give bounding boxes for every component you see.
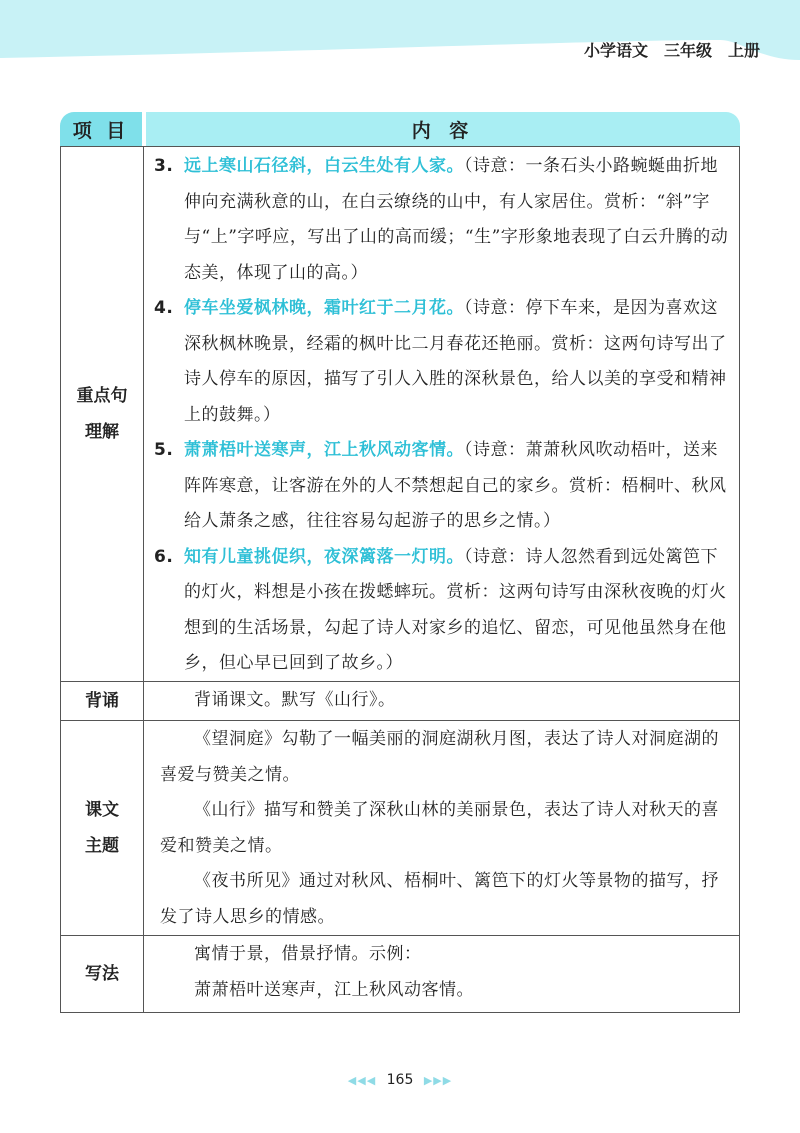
- item-number: 4.: [154, 298, 174, 318]
- writing-example: 萧萧梧叶送寒声，江上秋风动客情。: [194, 979, 474, 1000]
- row-label: 背诵: [61, 682, 144, 720]
- writing-text: [144, 936, 739, 1012]
- row-label-text: 课文主题: [85, 800, 119, 856]
- page-number: 165: [386, 1072, 414, 1088]
- key-sentence-item: [154, 149, 729, 291]
- row-label: [61, 147, 144, 681]
- table-row-recite: [61, 681, 739, 720]
- grade: 三年级: [663, 41, 712, 60]
- column-header-content: 内 容: [146, 112, 740, 146]
- key-sentence-item: [154, 540, 729, 682]
- theme-paragraph: 《夜书所见》通过对秋风、梧桐叶、篱笆下的灯火等景物的描写，抒发了诗人思乡的情感。: [160, 871, 719, 927]
- page-footer: [0, 1072, 800, 1088]
- recite-paragraph: 背诵课文。默写《山行》。: [194, 690, 396, 711]
- recite-text: [144, 682, 739, 720]
- table-body: [60, 146, 740, 1013]
- left-arrows-icon: ◀◀◀: [347, 1074, 377, 1087]
- poem-line: 停车坐爱枫林晚，霜叶红于二月花。: [184, 298, 464, 318]
- subject: 小学语文: [583, 41, 648, 60]
- poem-note: （诗意：一条石头小路蜿蜒曲折地伸向充满秋意的山，在白云缭绕的山中，有人家居住。赏析：“斜”字与“上”字呼应，写出了山的高而缓；“生”字形象地表现了白云升腾的动态美，体现了山的高。）: [184, 156, 729, 283]
- theme-paragraph: 《望洞庭》勾勒了一幅美丽的洞庭湖秋月图，表达了诗人对洞庭湖的喜爱与赞美之情。: [160, 729, 719, 785]
- row-label: [61, 721, 144, 935]
- key-sentence-item: [154, 291, 729, 433]
- poem-line: 远上寒山石径斜，白云生处有人家。: [184, 156, 464, 176]
- poem-line: 萧萧梧叶送寒声，江上秋风动客情。: [184, 440, 464, 460]
- poem-line: 知有儿童挑促织，夜深篱落一灯明。: [184, 546, 464, 567]
- row-label: 写法: [61, 936, 144, 1012]
- poem-note: （诗意：停下车来，是因为喜欢这深秋枫林晚景，经霜的枫叶比二月春花还艳丽。赏析：这两句诗写出了诗人停车的原因，描写了引人入胜的深秋景色，给人以美的享受和精神上的鼓舞。）: [184, 298, 727, 425]
- key-sentence-list: [144, 147, 739, 681]
- theme-text: [144, 721, 739, 935]
- item-number: 6.: [154, 546, 174, 567]
- table-row-key-sentences: [61, 147, 739, 681]
- theme-paragraph: 《山行》描写和赞美了深秋山林的美丽景色，表达了诗人对秋天的喜爱和赞美之情。: [160, 800, 719, 856]
- table-row-writing: [61, 935, 739, 1012]
- table-row-theme: [61, 720, 739, 935]
- row-label-text: 重点句理解: [76, 386, 128, 442]
- writing-paragraph: 寓情于景，借景抒情。示例：: [194, 944, 422, 964]
- key-sentence-item: [154, 433, 729, 540]
- item-number: 3.: [154, 156, 174, 176]
- table-header: [60, 112, 740, 146]
- item-number: 5.: [154, 440, 174, 460]
- right-arrows-icon: ▶▶▶: [423, 1074, 453, 1087]
- volume: 上册: [727, 41, 760, 60]
- poem-note: （诗意：萧萧秋风吹动梧叶，送来阵阵寒意，让客游在外的人不禁想起自己的家乡。赏析：梧桐叶、秋风给人萧条之感，往往容易勾起游子的思乡之情。）: [184, 440, 727, 531]
- book-info: [568, 38, 760, 61]
- summary-table: [60, 112, 740, 1000]
- column-header-item: 项 目: [60, 112, 142, 146]
- poem-note: （诗意：诗人忽然看到远处篱笆下的灯火，料想是小孩在拨蟋蟀玩。赏析：这两句诗写由深秋夜晚的灯火想到的生活场景，勾起了诗人对家乡的追忆、留恋，可见他虽然身在他乡，但心早已回到了故乡。）: [184, 546, 727, 673]
